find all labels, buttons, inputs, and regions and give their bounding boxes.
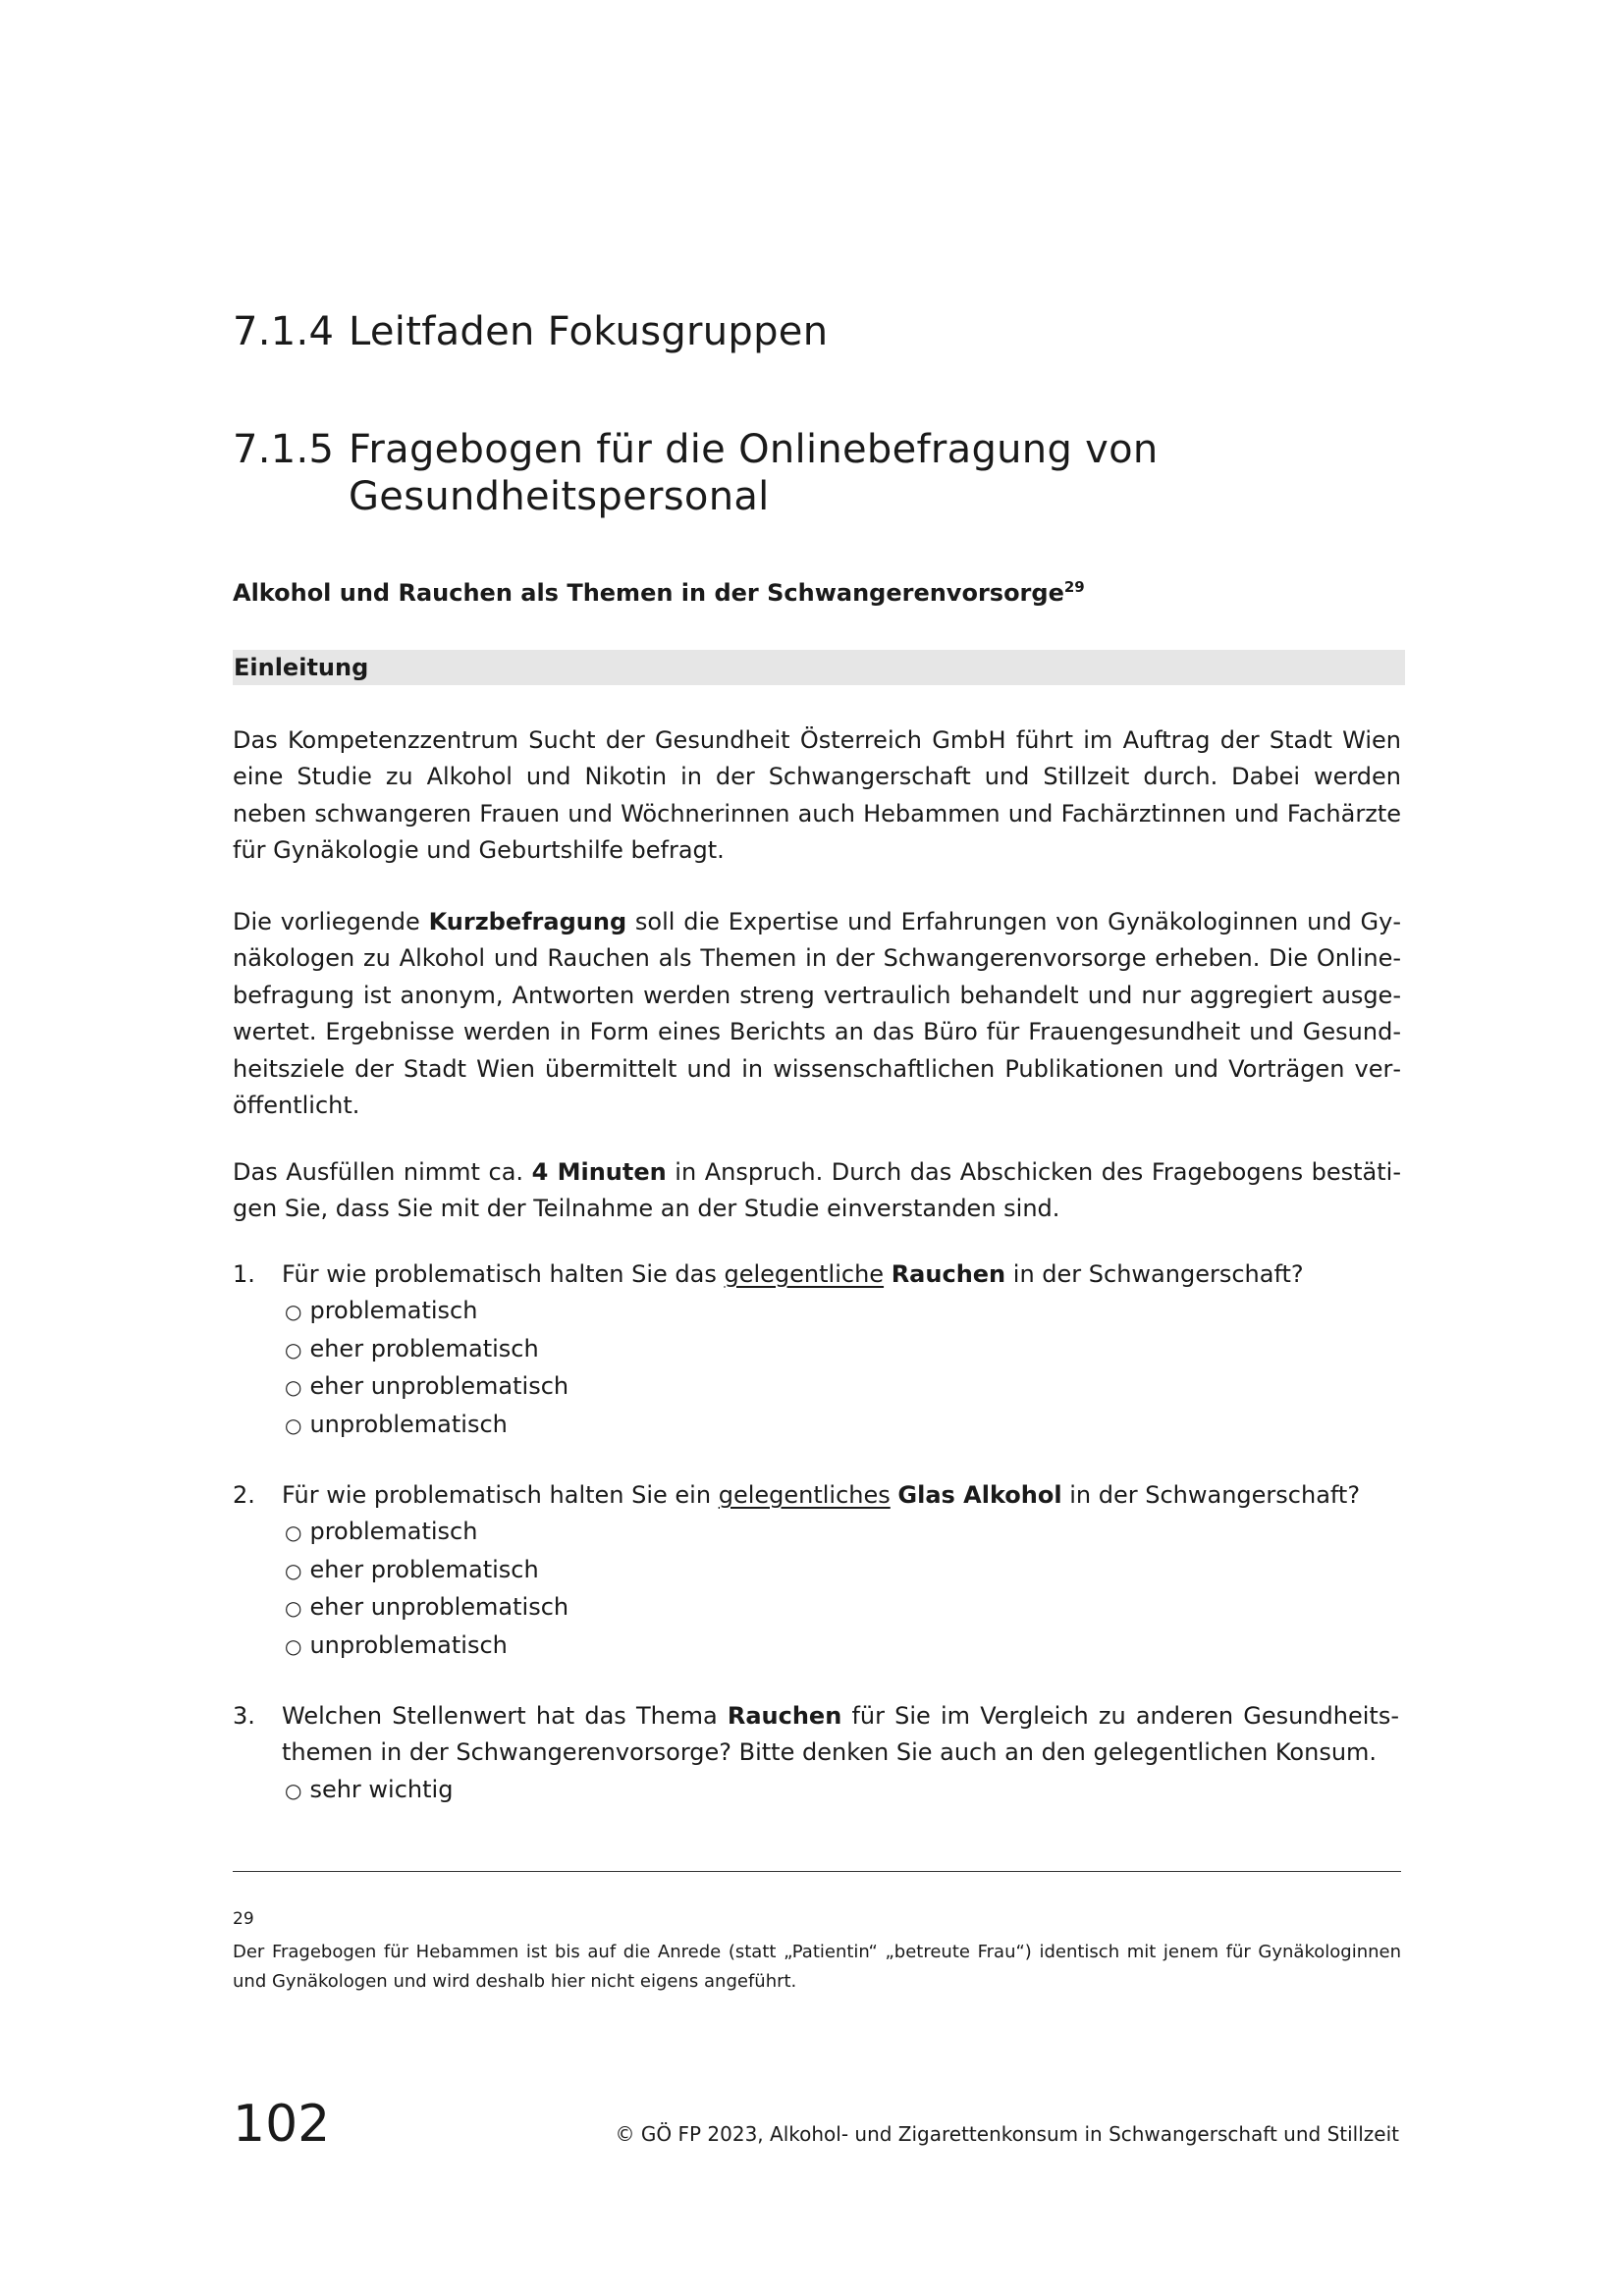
question-text-part: Welchen Stellenwert hat das Thema (282, 1702, 728, 1730)
heading-title: Leitfaden Fokusgruppen (349, 309, 829, 354)
radio-circle-icon[interactable]: ○ (285, 1413, 302, 1437)
question-text-part: Für wie problematisch halten Sie das (282, 1260, 725, 1288)
intro-paragraph-2 (233, 904, 1401, 1124)
radio-option[interactable] (285, 1589, 1411, 1627)
radio-option[interactable] (285, 1293, 1411, 1330)
para2-after: soll die Expertise und Erfahrungen von Gynäkologinnen und Gynäkologen zu Alkohol und Rauchen als Themen in der Schwangerenvorsorge erheben. Die Onlinebefragung ist anonym, Antworten werden streng vertraulich behandelt und nur aggregiert ausgewertet. Ergebnisse werden in Form eines Berichts an das Büro für Frauengesundheit und Gesundheitsziele der Stadt Wien übermittelt und in wissenschaftlichen Publikationen und Vorträgen veröffentlicht. (233, 908, 1401, 1120)
question-bold: Rauchen (891, 1260, 1006, 1288)
radio-circle-icon[interactable]: ○ (285, 1337, 302, 1362)
page-number: 102 (233, 2095, 331, 2154)
question-number: 1. (233, 1260, 255, 1288)
footnote-divider (233, 1871, 1401, 1872)
question-text-part (884, 1260, 892, 1288)
para3-bold: 4 Minuten (531, 1158, 667, 1186)
question-text (282, 1477, 1411, 1514)
para3-after: in Anspruch. Durch das Abschicken des Fragebogens bestätigen Sie, dass Sie mit der Teilnahme an der Studie einverstanden sind. (233, 1158, 1402, 1223)
para2-before: Die vorliegende (233, 908, 429, 935)
radio-option[interactable] (285, 1407, 1411, 1444)
option-label: eher problematisch (309, 1334, 539, 1362)
radio-circle-icon[interactable]: ○ (285, 1558, 302, 1582)
option-label: eher unproblematisch (309, 1372, 569, 1401)
option-label: eher unproblematisch (309, 1593, 569, 1622)
section-band-label: Einleitung (234, 654, 369, 681)
radio-option[interactable] (285, 1772, 1411, 1809)
survey-subtitle (233, 579, 1085, 607)
heading-7-1-5 (233, 426, 1159, 520)
question-number: 3. (233, 1702, 255, 1730)
heading-7-1-4 (233, 308, 828, 355)
question-bold: Rauchen (727, 1702, 842, 1730)
option-label: sehr wichtig (309, 1775, 454, 1803)
question-bold: Glas Alkohol (897, 1481, 1062, 1509)
radio-circle-icon[interactable]: ○ (285, 1300, 302, 1324)
heading-number: 7.1.4 (233, 309, 335, 354)
option-label: eher problematisch (309, 1555, 539, 1583)
radio-option[interactable] (285, 1628, 1411, 1665)
intro-paragraph-3 (233, 1154, 1401, 1228)
footnote-reference: 29 (1063, 578, 1085, 596)
heading-title-line1: Fragebogen für die Onlinebefragung von (349, 427, 1159, 472)
radio-option[interactable] (285, 1514, 1411, 1551)
question-underlined: gelegentliche (724, 1260, 885, 1288)
question-number: 2. (233, 1481, 255, 1509)
question-text (282, 1698, 1399, 1772)
question-2 (233, 1477, 1411, 1665)
radio-option[interactable] (285, 1552, 1411, 1589)
question-underlined: gelegentliches (718, 1481, 891, 1509)
heading-title (349, 426, 1159, 520)
para3-before: Das Ausfüllen nimmt ca. (233, 1158, 532, 1186)
heading-number: 7.1.5 (233, 427, 335, 472)
radio-circle-icon[interactable]: ○ (285, 1521, 302, 1545)
question-text (282, 1256, 1411, 1293)
question-3 (233, 1698, 1411, 1809)
option-label: problematisch (309, 1297, 478, 1325)
footer-text: © GÖ FP 2023, Alkohol- und Zigarettenkonsum in Schwangerschaft und Stillzeit (615, 2122, 1399, 2146)
radio-circle-icon[interactable]: ○ (285, 1596, 302, 1621)
question-text-part: in der Schwangerschaft? (1005, 1260, 1304, 1288)
question-text-part: in der Schwangerschaft? (1061, 1481, 1361, 1509)
question-1 (233, 1256, 1411, 1444)
radio-option[interactable] (285, 1368, 1411, 1406)
survey-subtitle-text: Alkohol und Rauchen als Themen in der Schwangerenvorsorge (233, 579, 1064, 607)
footnote-number: 29 (233, 1909, 254, 1929)
radio-circle-icon[interactable]: ○ (285, 1633, 302, 1658)
question-text-part: Für wie problematisch halten Sie ein (282, 1481, 719, 1509)
option-label: problematisch (309, 1518, 478, 1546)
option-label: unproblematisch (309, 1630, 508, 1659)
radio-circle-icon[interactable]: ○ (285, 1375, 302, 1400)
heading-title-line2: Gesundheitspersonal (349, 474, 770, 519)
intro-paragraph-1: Das Kompetenzzentrum Sucht der Gesundheit Österreich GmbH führt im Auftrag der Stadt Wien eine Studie zu Alkohol und Nikotin in der Schwangerschaft und Stillzeit durch. Dabei werden neben schwangeren Frauen und Wöchnerinnen auch Hebammen und Fachärztinnen und Fachärzte für Gynäkologie und Geburtshilfe befragt. (233, 726, 1401, 865)
radio-circle-icon[interactable]: ○ (285, 1778, 302, 1802)
option-label: unproblematisch (309, 1410, 508, 1438)
question-text-part: für Sie im Vergleich zu anderen Gesundheitsthemen in der Schwangerenvorsorge? Bitte denken Sie auch an den gelegentlichen Konsum. (282, 1702, 1399, 1767)
section-band (233, 650, 1405, 685)
radio-option[interactable] (285, 1331, 1411, 1368)
footnote-text: Der Fragebogen für Hebammen ist bis auf die Anrede (statt „Patientin“ „betreute Frau“) identisch mit jenem für Gynäkologinnen und Gynäkologen und wird deshalb hier nicht eigens angeführt. (233, 1942, 1401, 1992)
para2-bold: Kurzbefragung (428, 908, 627, 935)
